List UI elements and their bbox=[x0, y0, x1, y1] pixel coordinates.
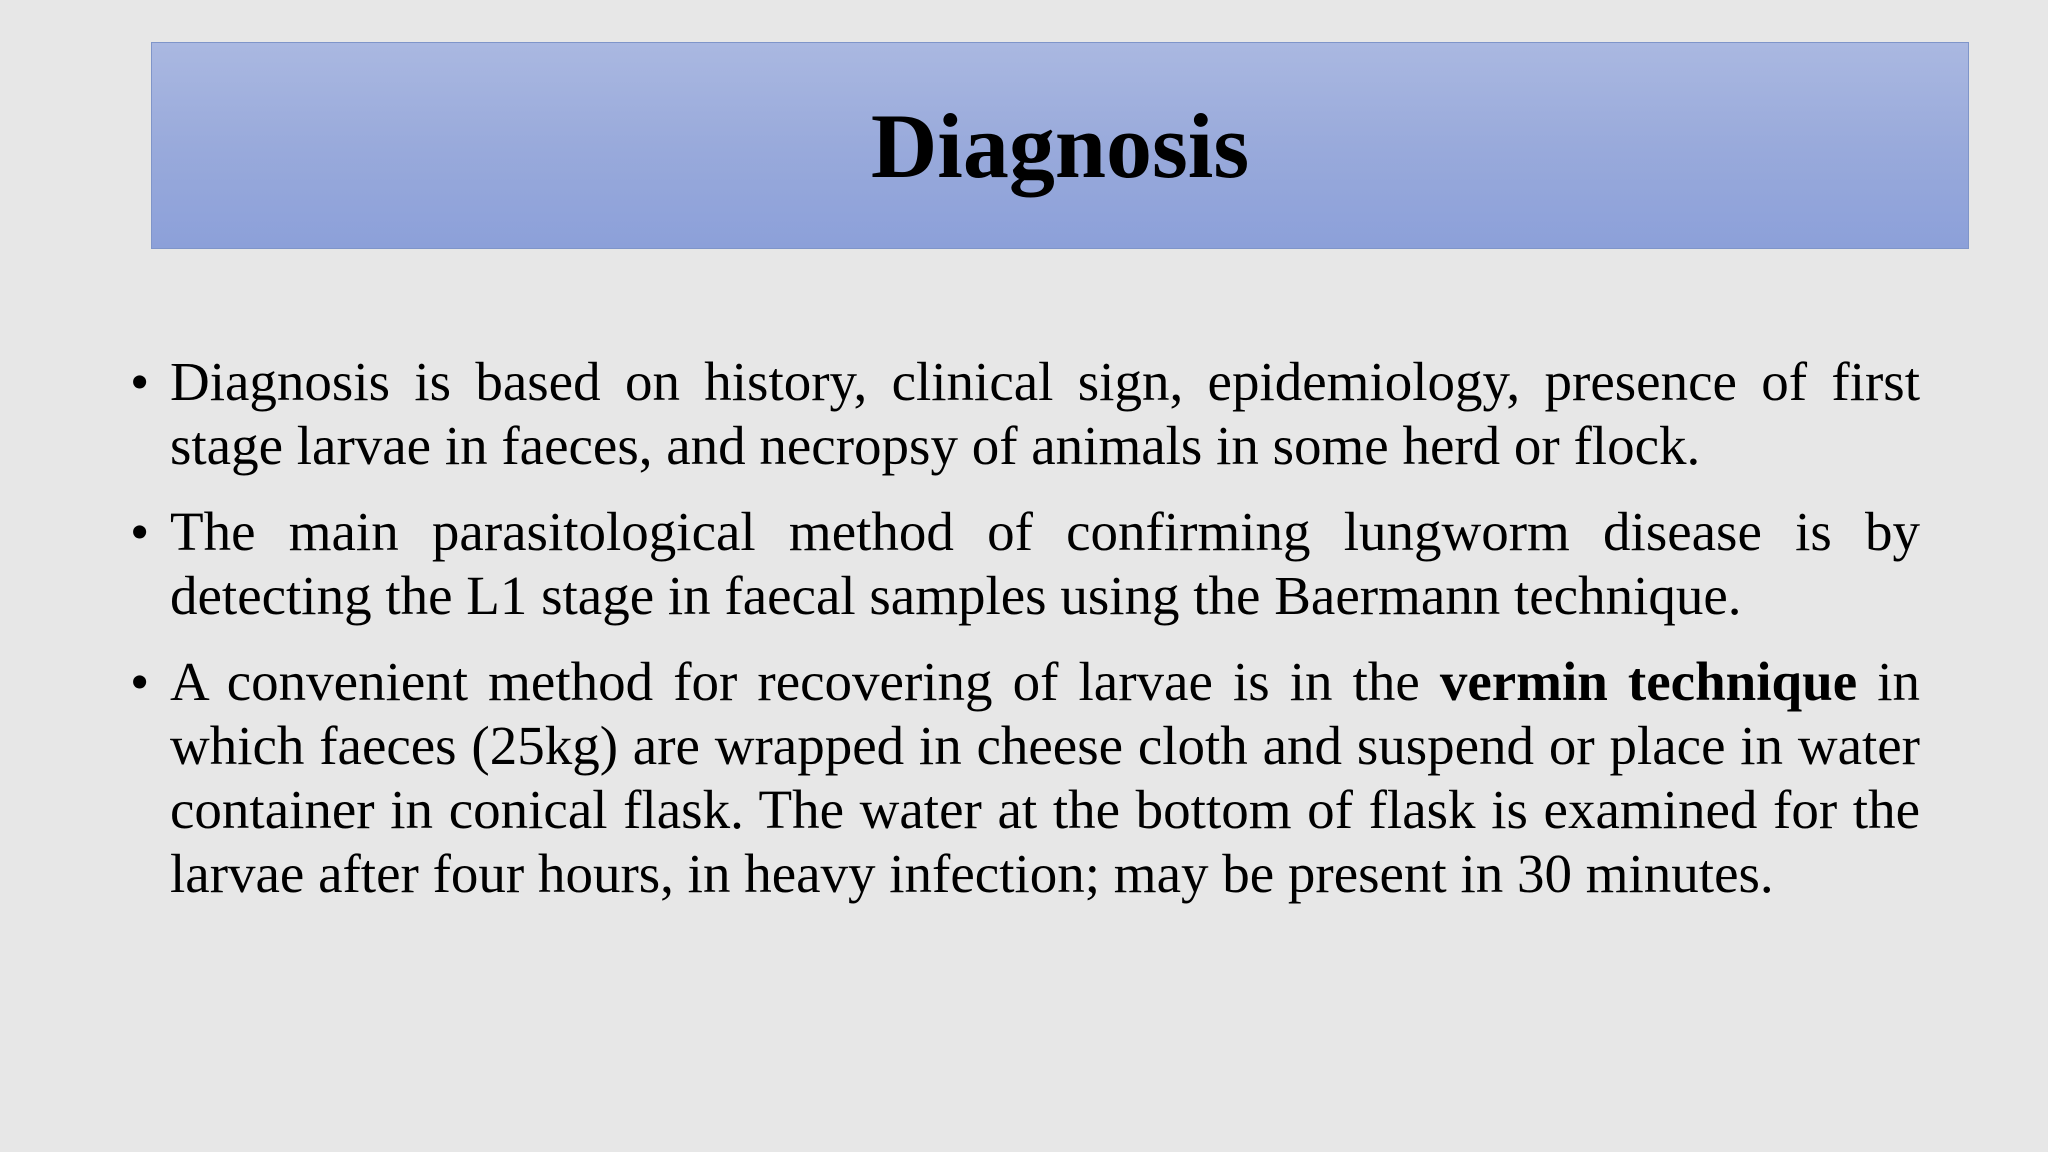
bullet-item-3 bbox=[130, 650, 1920, 906]
slide-title: Diagnosis bbox=[870, 94, 1250, 197]
bullet-dot-icon: • bbox=[130, 651, 150, 712]
bullet-text: The main parasitological method of confirming lungworm disease is by detecting the L1 stage in faecal samples using the Baermann technique. bbox=[170, 501, 1920, 626]
bullet-item-2 bbox=[130, 500, 1920, 628]
bullet-item-1 bbox=[130, 350, 1920, 478]
bullet-dot-icon: • bbox=[130, 351, 150, 412]
bullet-text-end: in which faeces (25kg) are wrapped in cheese cloth and suspend or place in water container in conical flask. The water at the bottom of flask is examined for the larvae after four hours, in heavy infection; may be present in 30 minutes. bbox=[170, 651, 1920, 904]
bullet-bold-term: vermin technique bbox=[1439, 651, 1858, 712]
bullet-text: Diagnosis is based on history, clinical sign, epidemiology, presence of first stage larvae in faeces, and necropsy of animals in some herd or flock. bbox=[170, 351, 1920, 476]
bullet-text-start: A convenient method for recovering of larvae is in the bbox=[170, 651, 1440, 712]
bullet-list bbox=[130, 350, 1920, 928]
title-banner bbox=[151, 42, 1969, 249]
bullet-dot-icon: • bbox=[130, 501, 150, 562]
